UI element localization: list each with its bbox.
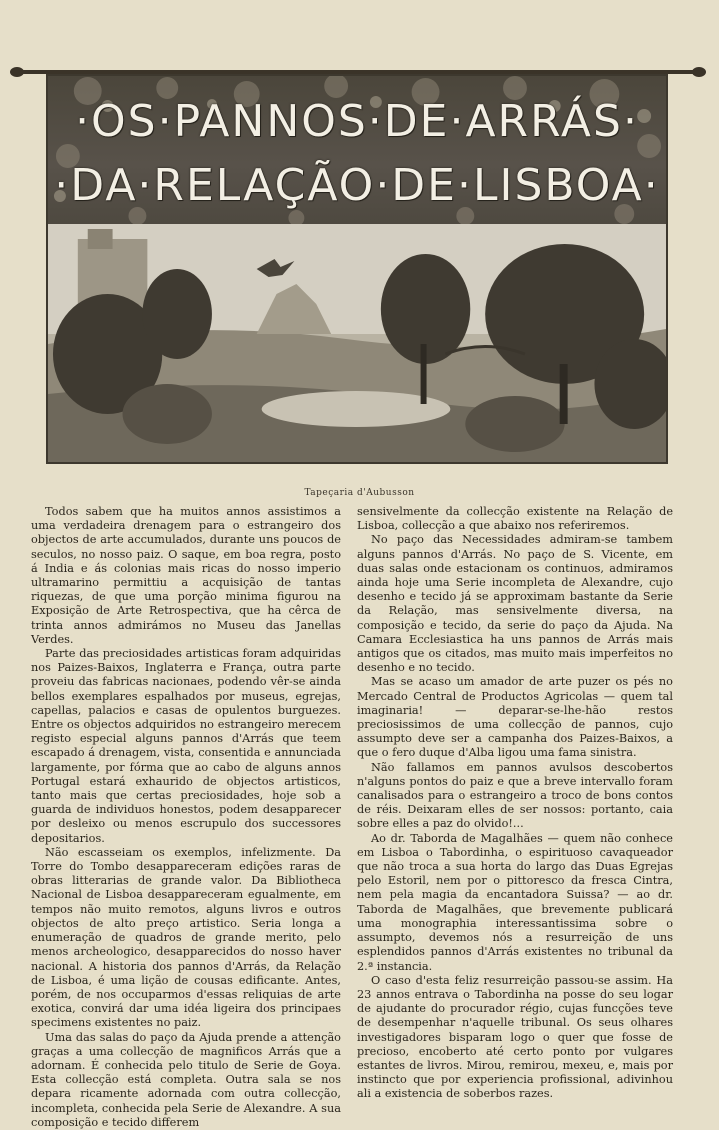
text-column-left bbox=[31, 505, 341, 1130]
rod-finial-right bbox=[692, 67, 706, 77]
text-column-right bbox=[357, 505, 673, 1102]
paragraph: Não escasseiam os exemplos, infelizmente. Da Torre do Tombo desappareceram edições raras de obras litterarias de grande valor. Da Bibliotheca Nacional de Lisboa desappareceram egualmente, em tempos não muito remotos, alguns livros e outros objectos de alto preço artistico. Seria longa a enumeração de quadros de grande merito, pelo menos archeologico, desapparecidos do nosso haver nacional. A historia dos pannos d'Arrás, da Relação de Lisboa, é uma lição de cousas edificante. Antes, porém, de nos occuparmos d'essas reliquias de arte exotica, convirá dar uma idéa ligeira dos principaes specimens existentes no paiz. bbox=[31, 845, 341, 1030]
figure-caption: Tapeçaria d'Aubusson bbox=[304, 488, 415, 498]
title-banner bbox=[48, 76, 666, 224]
paragraph: sensivelmente da collecção existente na Relação de Lisboa, collecção a que abaixo nos referiremos. bbox=[357, 505, 673, 533]
title-line-1: ·OS·PANNOS·DE·ARRÁS· bbox=[75, 96, 639, 147]
rod-finial-left bbox=[10, 67, 24, 77]
paragraph: Parte das preciosidades artisticas foram adquiridas nos Paizes-Baixos, Inglaterra e França, outra parte proveiu das fabricas nacionaes, podendo vêr-se ainda bellos exemplares espalhados por museus, egrejas, capellas, palacios e casas de opulentos burguezes. Entre os objectos adquiridos no estrangeiro merecem registo especial alguns pannos d'Arrás que teem escapado á drenagem, vista, consentida e annunciada largamente, por fórma que ao cabo de alguns annos Portugal estará exhaurido de objectos artisticos, tanto mais que certas preciosidades, hoje sob a guarda de individuos honestos, podem desapparecer por desleixo ou menos escrupulo dos successores depositarios. bbox=[31, 647, 341, 845]
paragraph: No paço das Necessidades admiram-se tambem alguns pannos d'Arrás. No paço de S. Vicente, em duas salas onde estacionam os continuos, admiramos ainda hoje uma Serie incompleta de Alexandre, cujo desenho e tecido já se approximam bastante da Serie da Relação, mas sensivelmente diversa, na composição e tecido, da serie do paço da Ajuda. Na Camara Ecclesiastica ha uns pannos de Arrás mais antigos que os citados, mas muito mais imperfeitos no desenho e no tecido. bbox=[357, 533, 673, 675]
paragraph: Mas se acaso um amador de arte puzer os pés no Mercado Central de Productos Agricolas — quem tal imaginaria! — deparar-se-lhe-hão restos preciosissimos de uma collecção de pannos, cujo assumpto deve ser a campanha dos Paizes-Baixos, a que o fero duque d'Alba ligou uma fama sinistra. bbox=[357, 675, 673, 760]
paragraph: Todos sabem que ha muitos annos assistimos a uma verdadeira drenagem para o estrangeiro dos objectos de arte accumulados, durante uns poucos de seculos, no nosso paiz. O saque, em boa regra, posto á India e ás colonias mais ricas do nosso imperio ultramarino permittiu a acquisição de tantas riquezas, de que uma porção minima figurou na Exposição de Arte Retrospectiva, que ha cêrca de trinta annos admirámos no Museu das Janellas Verdes. bbox=[31, 505, 341, 646]
tapestry-illustration bbox=[46, 74, 668, 464]
paragraph: Uma das salas do paço da Ajuda prende a attenção graças a uma collecção de magnificos Arrás que a adornam. É conhecida pelo titulo de Serie de Goya. Esta collecção está completa. Outra sala se nos depara ricamente adornada com outra collecção, incompleta, conhecida pela Serie de Alexandre. A sua composição e tecido differem bbox=[31, 1030, 341, 1129]
title-line-2: ·DA·RELAÇÃO·DE·LISBOA· bbox=[54, 160, 660, 211]
landscape-scene bbox=[48, 224, 666, 464]
paragraph: O caso d'esta feliz resurreição passou-se assim. Ha 23 annos entrava o Tabordinha na posse do seu logar de ajudante do procurador régio, cujas funcções teve de desempenhar n'aquelle tribunal. Os seus olhares investigadores bisparam logo o quer que fosse de precioso, encoberto até certo ponto por vulgares estantes de livros. Mirou, remirou, mexeu, e, mais por instincto que por experiencia profissional, adivinhou ali a existencia de soberbos razes. bbox=[357, 973, 673, 1101]
paragraph: Não fallamos em pannos avulsos descobertos n'alguns pontos do paiz e que a breve intervallo foram canalisados para o estrangeiro a troco de bons contos de réis. Deixaram elles de ser nossos: portanto, caia sobre elles a paz do olvido!... bbox=[357, 760, 673, 831]
paragraph: Ao dr. Taborda de Magalhães — quem não conhece em Lisboa o Tabordinha, o espirituoso cavaqueador que não troca a sua horta do largo das Duas Egrejas pelo Estoril, nem por o pittoresco da fresca Cintra, nem pela magia da encantadora Suissa? — ao dr. Taborda de Magalhães, que brevemente publicará uma monographia interessantissima sobre o assumpto, devemos nós a resurreição de uns esplendidos pannos d'Arrás existentes no tribunal da 2.ª instancia. bbox=[357, 831, 673, 973]
